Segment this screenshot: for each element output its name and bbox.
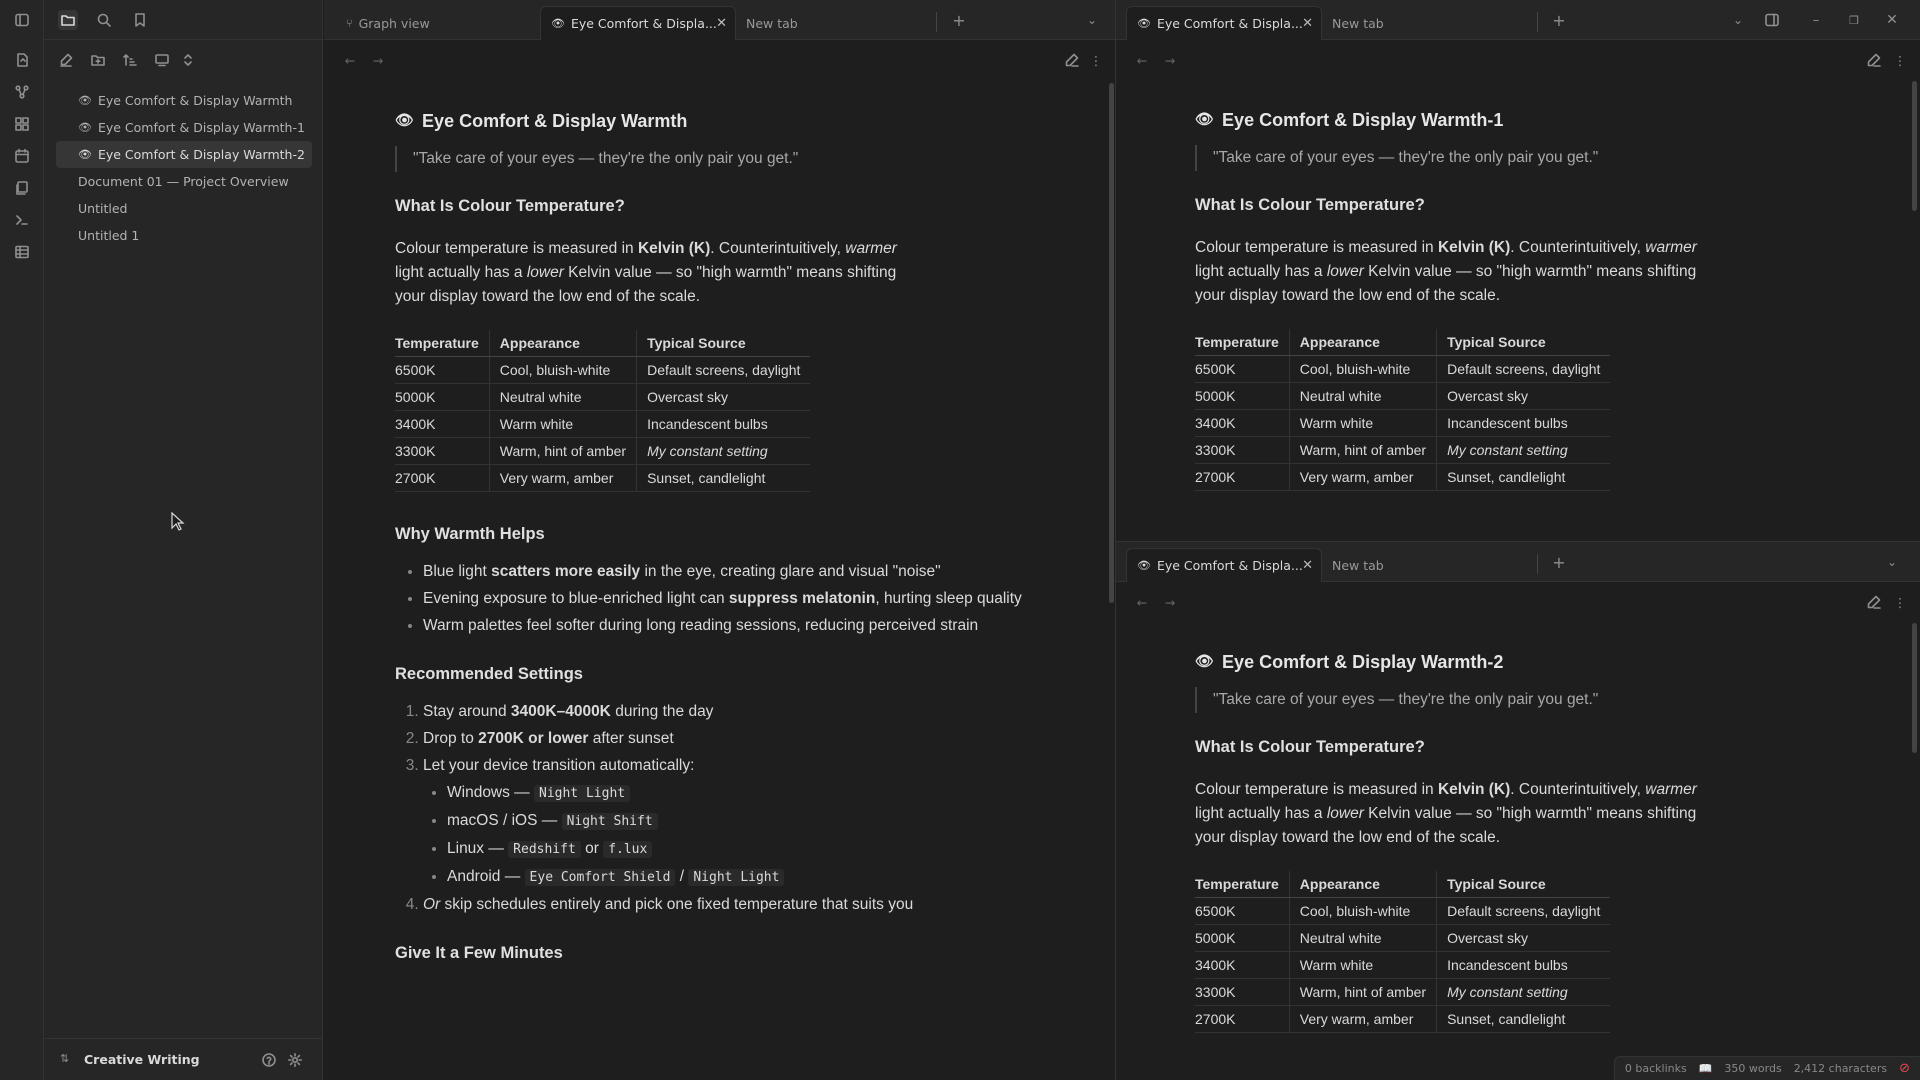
more-options-icon[interactable]: ⋮ [1089,52,1103,68]
table-row [1195,1005,1610,1032]
text: . Counterintuitively, [710,240,846,257]
scrollbar[interactable] [1109,83,1114,603]
cell: Sunset, candlelight [1437,463,1611,490]
paragraph [1195,778,1715,850]
more-options-icon[interactable]: ⋮ [1893,594,1907,610]
file-item[interactable] [56,195,312,222]
cell: Neutral white [489,383,636,410]
bold-text: scatters more easily [491,562,641,580]
text: Linux — [447,839,509,857]
column-header: Temperature [1195,329,1289,355]
cell: Default screens, daylight [637,356,811,383]
italic-text: warmer [1645,239,1697,256]
italic-text: lower [526,264,564,281]
tab-separator [1537,554,1538,574]
minimize-icon[interactable]: – [1812,12,1820,28]
quote: "Take care of your eyes — they're the only pair you get." [395,146,1045,172]
column-header: Typical Source [1437,329,1611,355]
cell: 6500K [1195,897,1289,924]
list-item [423,754,1045,890]
text: skip schedules entirely and pick one fixed temperature that suits you [440,895,914,913]
text: Windows — [447,783,534,801]
italic-text: warmer [845,240,897,257]
note-title [395,108,1045,134]
table-row [1195,463,1610,490]
view-header [1116,41,1920,79]
text: Warm palettes feel softer during long reading sessions, reducing perceived strain [423,616,979,634]
editor-pane-right-bottom [1116,583,1920,1056]
file-name: Document 01 — Project Overview [78,174,289,189]
text: Kelvin value — so "high warmth" means shifting your display toward the low end of the scale. [1195,263,1697,304]
file-item[interactable] [56,114,312,141]
text: Let your device transition automatically: [423,756,695,774]
cell: Incandescent bulbs [637,410,811,437]
bold-text: 3400K–4000K [510,702,611,720]
tab-label: Graph view [358,15,430,31]
eye-icon: 👁 [1195,111,1215,128]
text: light actually has a [1195,805,1327,822]
list-item [447,837,1045,862]
sort-icon[interactable] [120,50,140,70]
sidebar-toggle-icon[interactable] [12,10,32,30]
column-header: Temperature [395,330,489,356]
new-tab-plus-icon[interactable]: + [1552,10,1566,30]
bold-text: suppress melatonin [728,589,876,607]
cell: 2700K [1195,1005,1289,1032]
quote: "Take care of your eyes — they're the only pair you get." [1195,687,1845,713]
tab-bar-right-bottom [1116,542,1920,582]
forward-arrow-icon[interactable]: → [372,52,384,68]
tab-new[interactable] [736,6,932,40]
eye-icon: 👁 [1137,559,1151,572]
text: in the eye, creating glare and visual "noise" [640,562,941,580]
table-header-row [395,330,810,356]
file-name: Eye Comfort & Display Warmth-1 [97,120,305,135]
cell: My constant setting [1437,978,1611,1005]
cell: Warm, hint of amber [489,437,636,464]
edit-pencil-icon[interactable] [1864,592,1884,612]
column-header: Appearance [1289,871,1436,897]
status-bar [1614,1056,1920,1080]
cell: 3300K [1195,436,1289,463]
note-content [1195,649,1845,1033]
tab-label: New tab [1332,557,1384,573]
list-item [423,893,1045,917]
tab-graph-view[interactable] [336,6,506,40]
text: Colour temperature is measured in [1195,781,1438,798]
temperature-table [395,330,810,492]
daily-note-icon[interactable] [12,146,32,166]
tab-label: New tab [1332,15,1384,31]
cell: 5000K [1195,924,1289,951]
eye-icon: 👁 [1195,653,1215,670]
eye-icon: 👁 [551,17,565,30]
text: Drop to [423,729,479,747]
heading-colour-temperature: What Is Colour Temperature? [1195,738,1425,756]
list-item [423,587,1045,611]
back-arrow-icon[interactable]: ← [1136,594,1148,610]
cell: 2700K [395,464,489,491]
character-count: 2,412 characters [1793,1062,1888,1075]
restore-icon[interactable]: ❐ [1849,13,1859,27]
inline-code: Night Shift [562,813,658,830]
cell: Neutral white [1289,382,1436,409]
text: Colour temperature is measured in [1195,239,1438,256]
scrollbar[interactable] [1912,623,1917,753]
heading-give-it-minutes: Give It a Few Minutes [395,943,563,962]
table-row [395,437,810,464]
cell: My constant setting [637,437,811,464]
cell: Incandescent bulbs [1437,951,1611,978]
column-header: Typical Source [637,330,811,356]
file-tree [56,87,312,249]
tab-list-chevron-icon[interactable]: ⌄ [1886,555,1898,569]
search-icon[interactable] [94,10,114,30]
text: . Counterintuitively, [1510,239,1646,256]
canvas-icon[interactable] [12,114,32,134]
scrollbar[interactable] [1912,81,1917,211]
editor-pane-right-top [1116,41,1920,541]
file-name: Eye Comfort & Display Warmth-2 [97,147,305,162]
text: Evening exposure to blue-enriched light can [423,589,729,607]
note-title [1195,649,1845,675]
window-close-icon[interactable]: ✕ [1886,12,1898,28]
tab-bar-right-top [1116,0,1920,40]
file-explorer-sidebar [44,0,323,1080]
eye-icon: 👁 [78,94,92,107]
note-content [395,108,1045,965]
cell: 3300K [1195,978,1289,1005]
backlinks-count[interactable]: 0 backlinks [1624,1062,1687,1075]
text: Colour temperature is measured in [395,240,638,257]
text: after sunset [588,729,674,747]
text: Blue light [423,562,492,580]
table-row [1195,436,1610,463]
back-arrow-icon[interactable]: ← [1136,52,1148,68]
back-arrow-icon[interactable]: ← [344,52,356,68]
view-header [1116,583,1920,621]
chevron-up-down-icon: ⇅ [60,1052,70,1065]
cell: Default screens, daylight [1437,355,1611,382]
bold-text: Kelvin (K) [1437,781,1511,798]
note-title [1195,107,1845,133]
file-item[interactable] [56,87,312,114]
tab-eye-comfort-1[interactable] [1126,6,1322,40]
vault-switcher[interactable] [44,1038,323,1080]
help-icon[interactable] [259,1050,279,1070]
eye-icon: 👁 [78,121,92,134]
column-header: Appearance [1289,329,1436,355]
bookmark-icon[interactable] [130,10,150,30]
tab-list-chevron-icon[interactable]: ⌄ [1086,13,1098,27]
table-row [395,383,810,410]
cell: Overcast sky [1437,924,1611,951]
text: , hurting sleep quality [875,589,1022,607]
cell: 3400K [1195,951,1289,978]
text: / [675,867,689,885]
bold-text: 2700K or lower [478,729,589,747]
text: Stay around [423,702,511,720]
more-options-icon[interactable]: ⋮ [1893,52,1907,68]
cell: Warm, hint of amber [1289,436,1436,463]
tab-eye-comfort[interactable] [540,6,736,40]
text: Kelvin value — so "high warmth" means shifting your display toward the low end of the scale. [1195,805,1697,846]
table-row [395,464,810,491]
text: Android — [447,867,525,885]
new-tab-plus-icon[interactable]: + [1552,552,1566,572]
word-count: 350 words [1724,1062,1782,1075]
view-header [324,41,1115,79]
cell: Cool, bluish-white [1289,355,1436,382]
file-item[interactable] [56,168,312,195]
quote: "Take care of your eyes — they're the only pair you get." [1195,145,1845,171]
italic-text: warmer [1645,781,1697,798]
vault-name: Creative Writing [84,1052,200,1067]
tab-new[interactable] [1322,6,1518,40]
inline-code: Redshift [508,841,581,858]
heading-recommended: Recommended Settings [395,664,583,683]
temperature-table [1195,329,1610,491]
table-row [1195,978,1610,1005]
table-row [1195,409,1610,436]
cell: 3400K [1195,409,1289,436]
heading-why-warmth: Why Warmth Helps [395,524,545,543]
title-text: Eye Comfort & Display Warmth-2 [1222,652,1504,672]
cell: Sunset, candlelight [637,464,811,491]
cell: 3300K [395,437,489,464]
bold-text: Kelvin (K) [1437,239,1511,256]
tab-separator [1537,12,1538,32]
why-list [395,560,1045,638]
bases-icon[interactable] [12,242,32,262]
cell: My constant setting [1437,436,1611,463]
table-row [1195,897,1610,924]
cell: Very warm, amber [489,464,636,491]
note-content [1195,107,1845,491]
tab-list-chevron-icon[interactable]: ⌄ [1732,13,1744,27]
file-name: Untitled 1 [78,228,140,243]
list-item [447,781,1045,806]
tab-new[interactable] [1322,548,1518,582]
text: light actually has a [395,264,527,281]
cell: Cool, bluish-white [489,356,636,383]
list-item [423,700,1045,724]
table-row [395,410,810,437]
list-item [447,809,1045,834]
cell: Overcast sky [637,383,811,410]
cell: Very warm, amber [1289,463,1436,490]
inline-code: Night Light [688,869,784,886]
paragraph [1195,236,1715,308]
text: during the day [610,702,714,720]
cell: Very warm, amber [1289,1005,1436,1032]
graph-icon: ⑂ [346,16,353,30]
cell: Warm white [1289,409,1436,436]
close-icon[interactable]: ✕ [1302,16,1313,31]
text: macOS / iOS — [447,811,562,829]
cell: Incandescent bulbs [1437,409,1611,436]
cell: Cool, bluish-white [1289,897,1436,924]
right-sidebar-toggle-icon[interactable] [1762,10,1782,30]
cell: 5000K [1195,382,1289,409]
table-row [1195,382,1610,409]
file-item-active[interactable] [56,141,312,168]
italic-text: lower [1326,805,1364,822]
tab-label: New tab [746,15,798,31]
column-header: Typical Source [1437,871,1611,897]
edit-pencil-icon[interactable] [1062,50,1082,70]
editor-pane-left [324,41,1115,1080]
list-item [447,865,1045,890]
cell: Warm, hint of amber [1289,978,1436,1005]
new-note-icon[interactable] [56,50,76,70]
tab-label: Eye Comfort & Displa... [1156,558,1303,573]
gear-icon[interactable] [285,1050,305,1070]
table-header-row [1195,871,1610,897]
inline-code: f.lux [603,841,652,858]
recommended-list [395,700,1045,917]
text: or [580,839,604,857]
heading-colour-temperature: What Is Colour Temperature? [395,197,625,215]
new-folder-icon[interactable] [88,50,108,70]
forward-arrow-icon[interactable]: → [1164,594,1176,610]
title-text: Eye Comfort & Display Warmth [422,111,688,131]
reading-mode-icon[interactable]: 📖 [1698,1062,1713,1075]
temperature-table [1195,871,1610,1033]
text: light actually has a [1195,263,1327,280]
file-item[interactable] [56,222,312,249]
tab-label: Eye Comfort & Displa... [1156,16,1303,31]
pane-divider-horizontal[interactable] [1116,541,1920,542]
tab-bar-left [324,0,1115,40]
collapse-icon[interactable] [152,50,172,70]
eye-icon: 👁 [1137,17,1151,30]
text: Kelvin value — so "high warmth" means shifting your display toward the low end of the scale. [395,264,897,305]
list-item [423,560,1045,584]
heading-colour-temperature: What Is Colour Temperature? [1195,196,1425,214]
new-tab-plus-icon[interactable]: + [952,10,966,30]
text: . Counterintuitively, [1510,781,1646,798]
table-row [1195,924,1610,951]
cell: Neutral white [1289,924,1436,951]
tab-separator [936,12,937,32]
expand-collapse-icon[interactable] [178,50,198,70]
cell: 5000K [395,383,489,410]
eye-icon: 👁 [78,148,92,161]
column-header: Appearance [489,330,636,356]
edit-pencil-icon[interactable] [1864,50,1884,70]
table-row [395,356,810,383]
templates-icon[interactable] [12,178,32,198]
cell: 2700K [1195,463,1289,490]
inline-code: Night Light [534,785,630,802]
left-ribbon [0,0,44,1080]
tab-label: Eye Comfort & Displa... [570,16,717,31]
cell: Overcast sky [1437,382,1611,409]
file-name: Untitled [78,201,128,216]
file-name: Eye Comfort & Display Warmth [97,93,293,108]
close-icon[interactable]: ✕ [1302,558,1313,573]
bold-text: Kelvin (K) [637,240,711,257]
italic-text: Or [423,895,441,913]
sync-disabled-icon[interactable]: ⊘ [1899,1061,1910,1076]
command-palette-icon[interactable] [12,210,32,230]
eye-icon: 👁 [395,112,415,129]
sidebar-header [44,0,323,40]
inline-code: Eye Comfort Shield [525,869,676,886]
open-quick-switcher-icon[interactable] [12,50,32,70]
table-header-row [1195,329,1610,355]
italic-text: lower [1326,263,1364,280]
cell: Warm white [489,410,636,437]
paragraph [395,237,915,309]
folder-icon[interactable] [58,10,78,30]
list-item [423,614,1045,638]
list-item [423,727,1045,751]
cell: Default screens, daylight [1437,897,1611,924]
column-header: Temperature [1195,871,1289,897]
forward-arrow-icon[interactable]: → [1164,52,1176,68]
cell: Sunset, candlelight [1437,1005,1611,1032]
cell: 3400K [395,410,489,437]
mouse-cursor-icon [171,512,185,532]
os-sublist [423,781,1045,890]
cell: 6500K [1195,355,1289,382]
tab-eye-comfort-2[interactable] [1126,548,1322,582]
cell: Warm white [1289,951,1436,978]
table-row [1195,951,1610,978]
graph-icon[interactable] [12,82,32,102]
cell: 6500K [395,356,489,383]
title-text: Eye Comfort & Display Warmth-1 [1222,110,1504,130]
table-row [1195,355,1610,382]
close-icon[interactable]: ✕ [716,16,727,31]
